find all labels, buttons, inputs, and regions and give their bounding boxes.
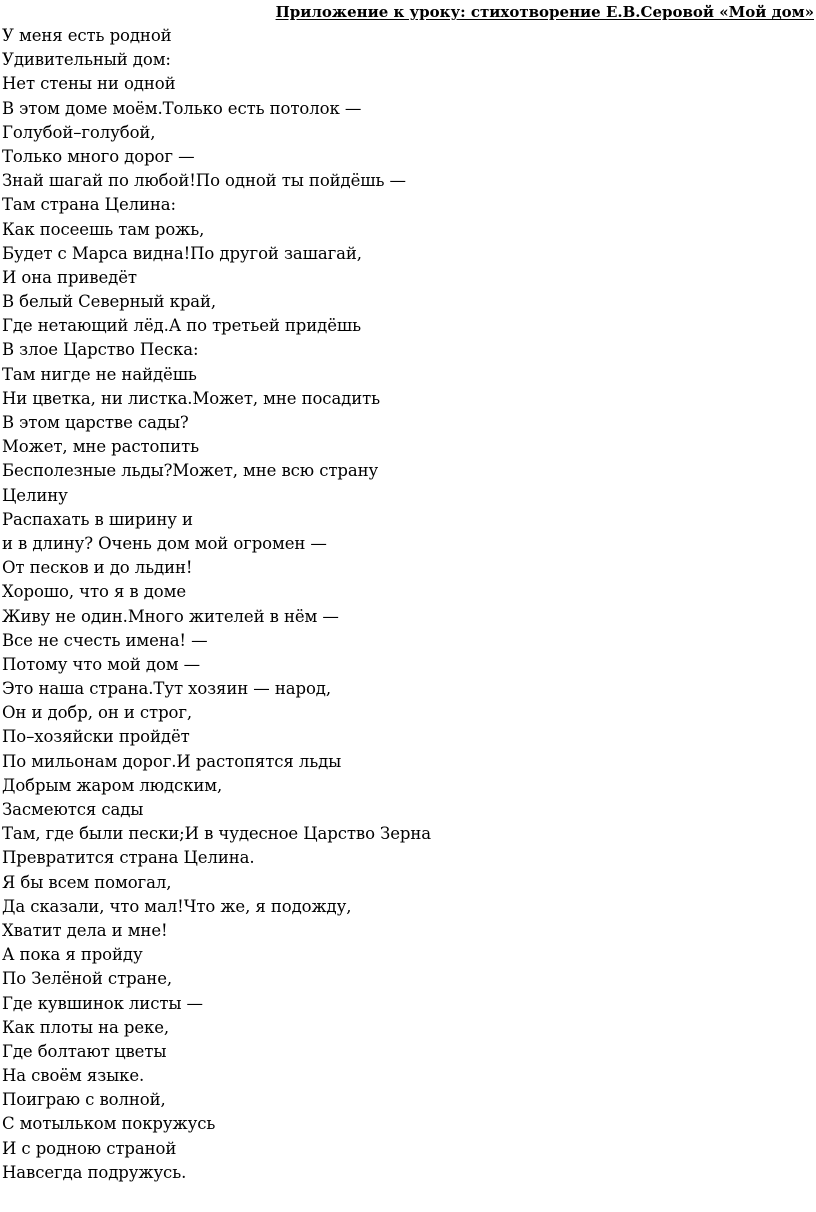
poem-line: В этом царстве сады? bbox=[2, 413, 189, 432]
poem-line: Распахать в ширину и bbox=[2, 509, 193, 529]
poem-line: Это наша страна.Тут хозяин — народ, bbox=[2, 679, 331, 699]
poem-line: От песков и до льдин! bbox=[2, 558, 193, 578]
poem-line: В белый Северный край, bbox=[2, 292, 217, 312]
poem-line: И она приведёт bbox=[2, 267, 137, 287]
poem-line: Там, где были пески;И в чудесное Царство Зерна bbox=[2, 824, 432, 844]
poem-line: и в длину? Очень дом мой огромен — bbox=[2, 533, 327, 553]
poem-line: Где болтают цветы bbox=[2, 1041, 167, 1061]
poem-line: Только много дорог — bbox=[2, 146, 195, 166]
poem-line: Где кувшинок листы — bbox=[2, 993, 203, 1013]
poem-line: У меня есть родной bbox=[2, 26, 172, 45]
poem-line: Где нетающий лёд.А по третьей придёшь bbox=[2, 316, 362, 336]
poem-text bbox=[2, 24, 431, 1185]
poem-line: Поиграю с волной, bbox=[2, 1090, 166, 1110]
poem-line: Засмеются сады bbox=[2, 800, 144, 819]
poem-line: Да сказали, что мал!Что же, я подожду, bbox=[2, 896, 352, 916]
poem-line: В злое Царство Песка: bbox=[2, 340, 199, 360]
poem-line: А пока я пройду bbox=[2, 945, 143, 965]
poem-line: В этом доме моём.Только есть потолок — bbox=[2, 98, 362, 118]
poem-line: На своём языке. bbox=[2, 1066, 145, 1086]
poem-line: Будет с Марса видна!По другой зашагай, bbox=[2, 243, 362, 263]
poem-line: Удивительный дом: bbox=[2, 50, 171, 70]
poem-line: И с родною страной bbox=[2, 1138, 177, 1158]
poem-line: Ни цветка, ни листка.Может, мне посадить bbox=[2, 388, 381, 408]
poem-line: Навсегда подружусь. bbox=[2, 1162, 187, 1182]
poem-line: Целину bbox=[2, 485, 68, 505]
poem-line: По мильонам дорог.И растопятся льды bbox=[2, 751, 342, 771]
poem-line: По–хозяйски пройдёт bbox=[2, 727, 190, 747]
poem-line: Там нигде не найдёшь bbox=[2, 364, 197, 384]
poem-line: Может, мне растопить bbox=[2, 437, 200, 457]
poem-line: Хватит дела и мне! bbox=[2, 920, 168, 940]
poem-line: Как плоты на реке, bbox=[2, 1017, 170, 1037]
poem-line: Нет стены ни одной bbox=[2, 74, 176, 94]
poem-line: Хорошо, что я в доме bbox=[2, 582, 187, 602]
poem-line: Там страна Целина: bbox=[2, 195, 176, 215]
poem-line: Живу не один.Много жителей в нём — bbox=[2, 606, 339, 626]
poem-line: Он и добр, он и строг, bbox=[2, 703, 193, 723]
poem-line: С мотыльком покружусь bbox=[2, 1114, 216, 1134]
poem-line: Знай шагай по любой!По одной ты пойдёшь — bbox=[2, 171, 406, 191]
poem-line: Все не счесть имена! — bbox=[2, 630, 208, 650]
poem-line: Как посеешь там рожь, bbox=[2, 219, 205, 239]
poem-line: Бесполезные льды?Может, мне всю страну bbox=[2, 461, 379, 481]
poem-line: По Зелёной стране, bbox=[2, 969, 173, 989]
poem-line: Превратится страна Целина. bbox=[2, 848, 255, 868]
poem-line: Голубой–голубой, bbox=[2, 122, 156, 142]
poem-line: Потому что мой дом — bbox=[2, 654, 201, 674]
poem-line: Добрым жаром людским, bbox=[2, 775, 223, 795]
document-title: Приложение к уроку: стихотворение Е.В.Серовой «Мой дом» bbox=[275, 3, 814, 21]
poem-line: Я бы всем помогал, bbox=[2, 872, 172, 892]
